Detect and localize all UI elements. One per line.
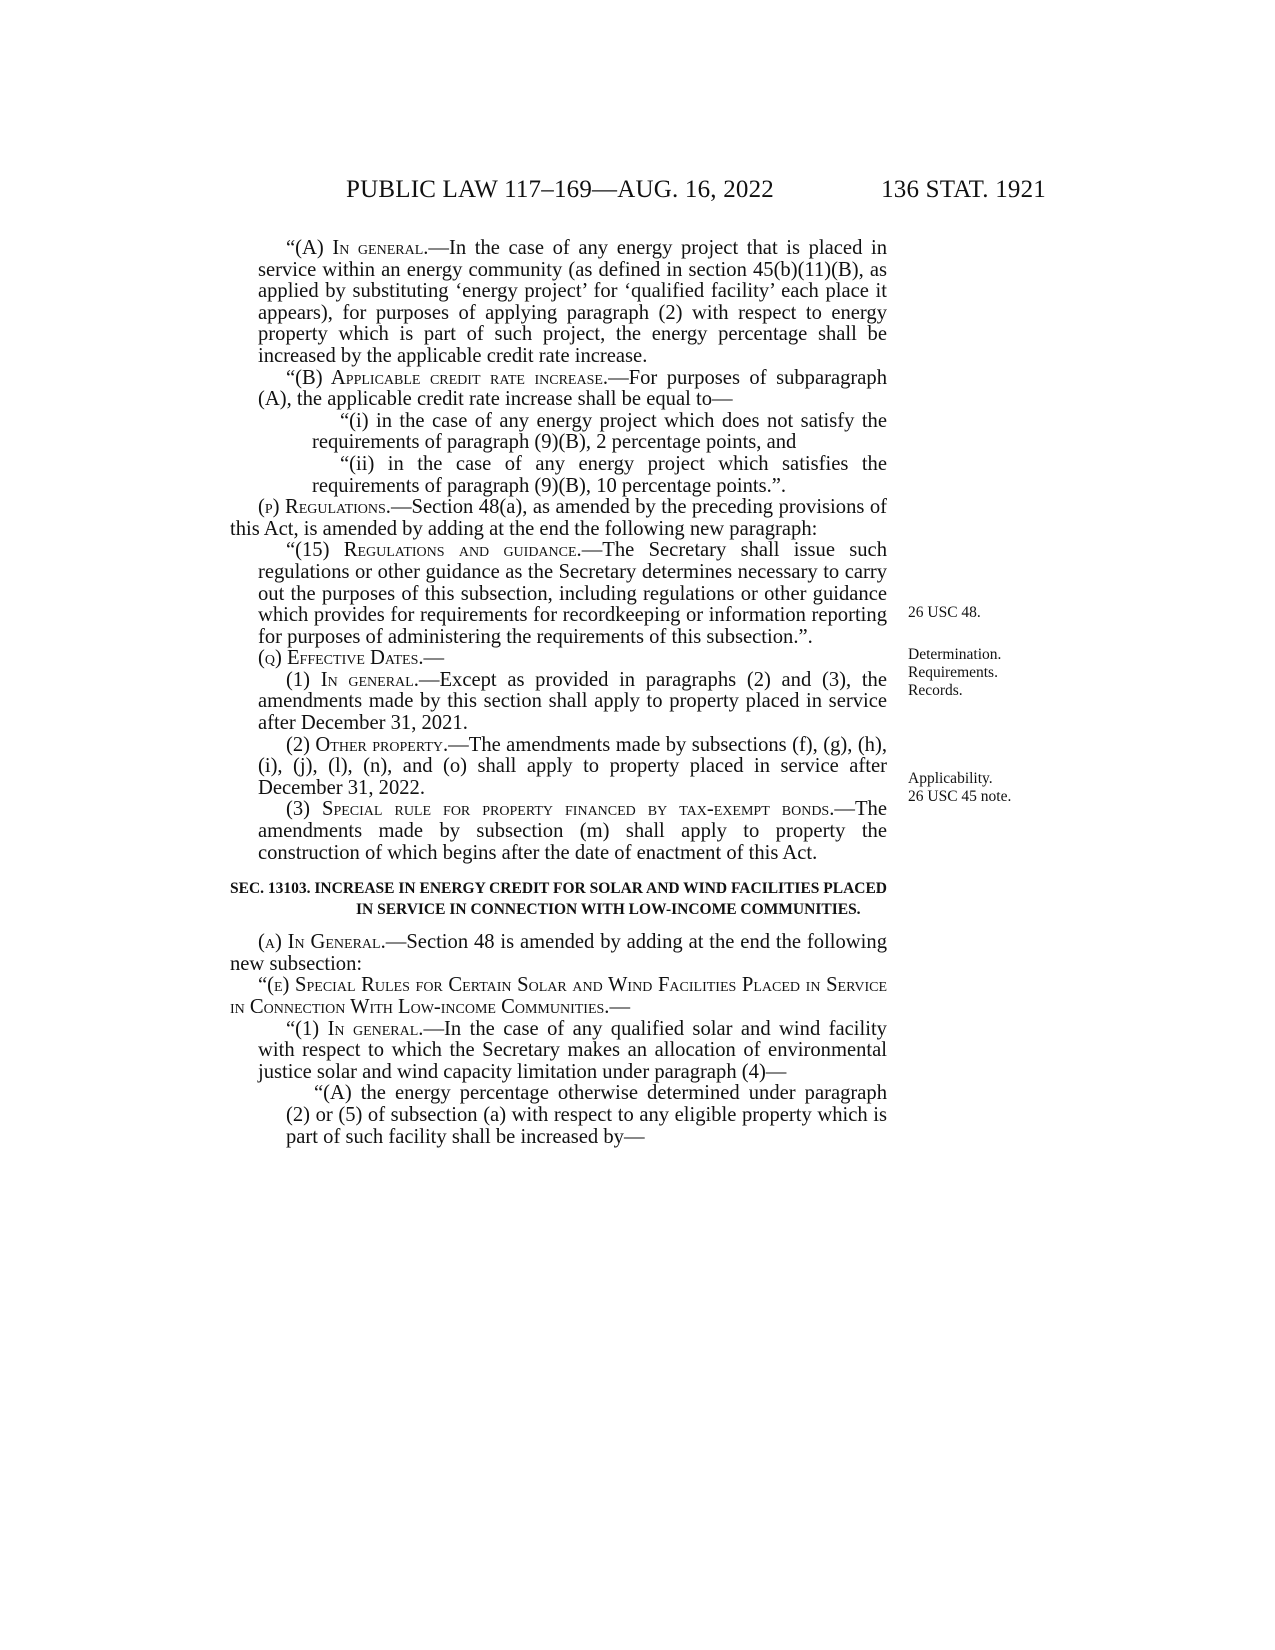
paragraph-15-text: —The Secretary shall issue such regulations or other guidance as the Secretary determines necessary to carry out the purposes of this subsection, including regulations or other guidance which provides for requirements for recordkeeping or information reporting for purposes of administering the requirements of this subsection.”. bbox=[258, 539, 887, 648]
e-subpara-a: “(A) the energy percentage otherwise determined under paragraph (2) or (5) of subsection (a) with respect to any eligible property which is part of such facility shall be increased by— bbox=[286, 1082, 887, 1148]
para-a-heading: “(A) In general. bbox=[286, 237, 429, 259]
subsection-q-text: — bbox=[423, 647, 445, 670]
e-para-1-heading: “(1) In general. bbox=[286, 1017, 424, 1040]
page-number: 136 STAT. 1921 bbox=[881, 176, 1046, 203]
margin-note-applicability-line: Applicability. bbox=[908, 770, 993, 787]
q-para-1-text: —Except as provided in paragraphs (2) and (3), the amendments made by this section shall apply to property placed in service after December 31, 2021. bbox=[258, 668, 887, 735]
q-para-1-heading: (1) In general. bbox=[286, 668, 419, 691]
subsection-p-text: —Section 48(a), as amended by the preceding provisions of this Act, is amended by adding at the end the following new paragraph: bbox=[230, 496, 887, 540]
q-para-2-heading: (2) Other property. bbox=[286, 733, 449, 756]
margin-note-requirements-line: Requirements. bbox=[908, 664, 998, 681]
subsection-e bbox=[230, 975, 887, 1018]
q-para-2-text: —The amendments made by subsections (f), (g), (h), (i), (j), (l), (n), and (o) shall apply to property placed in service after December 31, 2022. bbox=[258, 733, 887, 799]
law-title: PUBLIC LAW 117–169—AUG. 16, 2022 bbox=[346, 176, 775, 203]
q-para-3 bbox=[230, 799, 887, 864]
subsection-e-text: — bbox=[609, 996, 631, 1018]
margin-note-usc48-text: 26 USC 48. bbox=[908, 604, 981, 621]
q-para-2 bbox=[230, 735, 887, 800]
margin-note-usc45-line: 26 USC 45 note. bbox=[908, 788, 1012, 805]
q-para-3-heading: (3) Special rule for property financed by tax-exempt bonds. bbox=[286, 798, 835, 821]
q-para-3-text: —The amendments made by subsection (m) shall apply to property the construction of which begins after the date of enactment of this Act. bbox=[258, 798, 887, 864]
clause-ii: “(ii) in the case of any energy project which satisfies the requirements of paragraph (9)(B), 10 percentage points.”. bbox=[312, 452, 887, 497]
para-b bbox=[230, 368, 887, 411]
q-para-1 bbox=[230, 670, 887, 735]
paragraph-15-heading: “(15) Regulations and guidance. bbox=[286, 539, 582, 562]
sec-subsection-a-text: —Section 48 is amended by adding at the end the following new subsection: bbox=[230, 931, 887, 975]
subsection-q bbox=[230, 648, 887, 670]
e-para-1 bbox=[230, 1019, 887, 1084]
e-para-1-text: —In the case of any qualified solar and wind facility with respect to which the Secretary makes an allocation of environmental justice solar and wind capacity limitation under paragraph (4)— bbox=[258, 1017, 887, 1083]
margin-note-determination-line: Determination. bbox=[908, 646, 1002, 663]
margin-note-applicability bbox=[908, 770, 1011, 806]
subsection-p bbox=[230, 497, 887, 540]
paragraph-15 bbox=[230, 540, 887, 648]
subsection-e-heading: “(e) Special Rules for Certain Solar and Wind Facilities Placed in Service in Connection With Low-income Communities. bbox=[230, 974, 887, 1018]
document-body bbox=[230, 238, 887, 1148]
para-b-text: —For purposes of subparagraph (A), the applicable credit rate increase shall be equal to— bbox=[258, 366, 887, 411]
margin-note-determination bbox=[908, 646, 1001, 700]
margin-note-usc48 bbox=[908, 604, 981, 622]
para-a bbox=[230, 238, 887, 368]
margin-note-records-line: Records. bbox=[908, 682, 963, 699]
page-header bbox=[346, 176, 1046, 216]
subsection-q-heading: (q) Effective Dates. bbox=[258, 647, 424, 670]
sec-subsection-a bbox=[230, 932, 887, 975]
sec-subsection-a-heading: (a) In General. bbox=[258, 931, 386, 954]
subsection-p-heading: (p) Regulations. bbox=[258, 496, 391, 519]
para-a-text: —In the case of any energy project that is placed in service within an energy community (as defined in section 45(b)(11)(B), as applied by substituting ‘energy project’ for ‘qualified facility’ each place it appears), for purposes of applying paragraph (2) with respect to energy property which is part of such project, the energy percentage shall be increased by the applicable credit rate increase. bbox=[258, 237, 888, 367]
para-b-heading: “(B) Applicable credit rate increase. bbox=[286, 366, 609, 389]
clause-i: “(i) in the case of any energy project which does not satisfy the requirements of paragraph (9)(B), 2 percentage points, and bbox=[312, 409, 887, 454]
section-heading: SEC. 13103. INCREASE IN ENERGY CREDIT FOR SOLAR AND WIND FACILITIES PLACED IN SERVICE IN CONNECTION WITH LOW-INCOME COMMUNITIES. bbox=[230, 880, 888, 919]
